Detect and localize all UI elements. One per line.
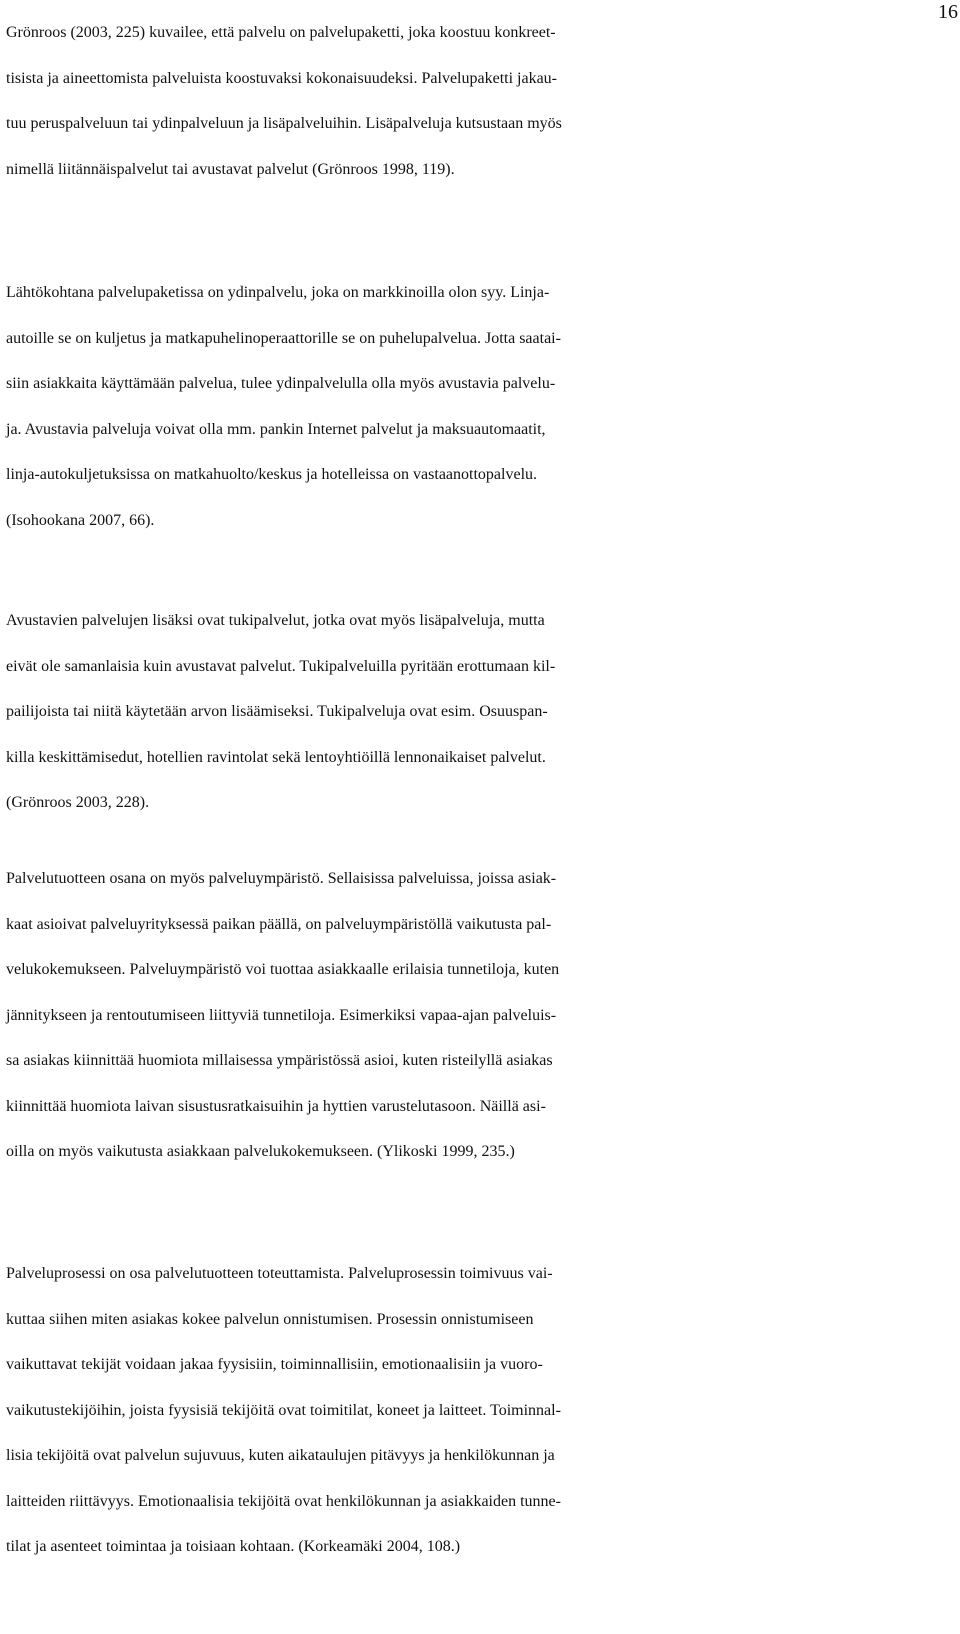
paragraph-4	[6, 856, 960, 1175]
text-line: Palveluprosessi on osa palvelutuotteen toteuttamista. Palveluprosessin toimivuus vai-	[6, 1265, 553, 1282]
paragraph-5	[6, 1251, 960, 1570]
text-line: oilla on myös vaikutusta asiakkaan palvelukokemukseen. (Ylikoski 1999, 235.)	[6, 1143, 515, 1160]
text-line: Lähtökohtana palvelupaketissa on ydinpalvelu, joka on markkinoilla olon syy. Linja-	[6, 284, 550, 301]
text-line: kuttaa siihen miten asiakas kokee palvelun onnistumisen. Prosessin onnistumiseen	[6, 1310, 534, 1328]
text-line: vaikutustekijöihin, joista fyysisiä tekijöitä ovat toimitilat, koneet ja laitteet. Toiminnal-	[6, 1401, 561, 1419]
text-line: pailijoista tai niitä käytetään arvon lisäämiseksi. Tukipalveluja ovat esim. Osuuspan-	[6, 703, 548, 720]
text-line: kaat asioivat palveluyrityksessä paikan päällä, on palveluympäristöllä vaikutusta pal-	[6, 915, 552, 933]
text-line: Avustavien palvelujen lisäksi ovat tukipalvelut, jotka ovat myös lisäpalveluja, mutta	[6, 612, 545, 629]
text-line: lisia tekijöitä ovat palvelun sujuvuus, kuten aikataulujen pitävyys ja henkilökunnan ja	[6, 1447, 555, 1464]
paragraph-2	[6, 270, 960, 543]
text-line: Palvelutuotteen osana on myös palveluympäristö. Sellaisissa palveluissa, joissa asiak-	[6, 870, 557, 887]
text-line: velukokemukseen. Palveluympäristö voi tuottaa asiakkaalle erilaisia tunnetiloja, kuten	[6, 961, 560, 978]
text-line: (Grönroos 2003, 228).	[6, 794, 150, 811]
paragraph-3	[6, 598, 960, 826]
text-line: vaikuttavat tekijät voidaan jakaa fyysisiin, toiminnallisiin, emotionaalisiin ja vuoro-	[6, 1356, 543, 1373]
text-line: linja-autokuljetuksissa on matkahuolto/keskus ja hotelleissa on vastaanottopalvelu.	[6, 466, 538, 483]
text-line: ja. Avustavia palveluja voivat olla mm. pankin Internet palvelut ja maksuautomaatit,	[6, 420, 546, 438]
page-number: 16	[938, 1, 958, 23]
text-line: kiinnittää huomiota laivan sisustusratkaisuihin ja hyttien varustelutasoon. Näillä asi-	[6, 1097, 546, 1115]
text-line: autoille se on kuljetus ja matkapuhelinoperaattorille se on puhelupalvelua. Jotta saatai-	[6, 329, 561, 347]
text-line: nimellä liitännäispalvelut tai avustavat palvelut (Grönroos 1998, 119).	[6, 160, 455, 178]
text-line: eivät ole samanlaisia kuin avustavat palvelut. Tukipalveluilla pyritään erottumaan kil-	[6, 657, 556, 675]
text-line: Grönroos (2003, 225) kuvailee, että palvelu on palvelupaketti, joka koostuu konkreet-	[6, 24, 556, 41]
text-line: sa asiakas kiinnittää huomiota millaisessa ympäristössä asioi, kuten risteilyllä asiakas	[6, 1052, 553, 1069]
text-line: killa keskittämisedut, hotellien ravintolat sekä lentoyhtiöillä lennonaikaiset palvelut.	[6, 748, 546, 766]
text-line: siin asiakkaita käyttämään palvelua, tulee ydinpalvelulla olla myös avustavia palvelu-	[6, 375, 556, 392]
text-line: laitteiden riittävyys. Emotionaalisia tekijöitä ovat henkilökunnan ja asiakkaiden tunne-	[6, 1492, 561, 1510]
text-line: jännitykseen ja rentoutumiseen liittyviä tunnetiloja. Esimerkiksi vapaa-ajan palveluis-	[6, 1006, 557, 1024]
text-line: tilat ja asenteet toimintaa ja toisiaan kohtaan. (Korkeamäki 2004, 108.)	[6, 1538, 461, 1555]
text-line: (Isohookana 2007, 66).	[6, 511, 155, 529]
text-line: tuu peruspalveluun tai ydinpalveluun ja lisäpalveluihin. Lisäpalveluja kutsustaan myös	[6, 115, 562, 132]
text-line: tisista ja aineettomista palveluista koostuvaksi kokonaisuudeksi. Palvelupaketti jakau-	[6, 69, 557, 87]
paragraph-1	[6, 10, 960, 192]
